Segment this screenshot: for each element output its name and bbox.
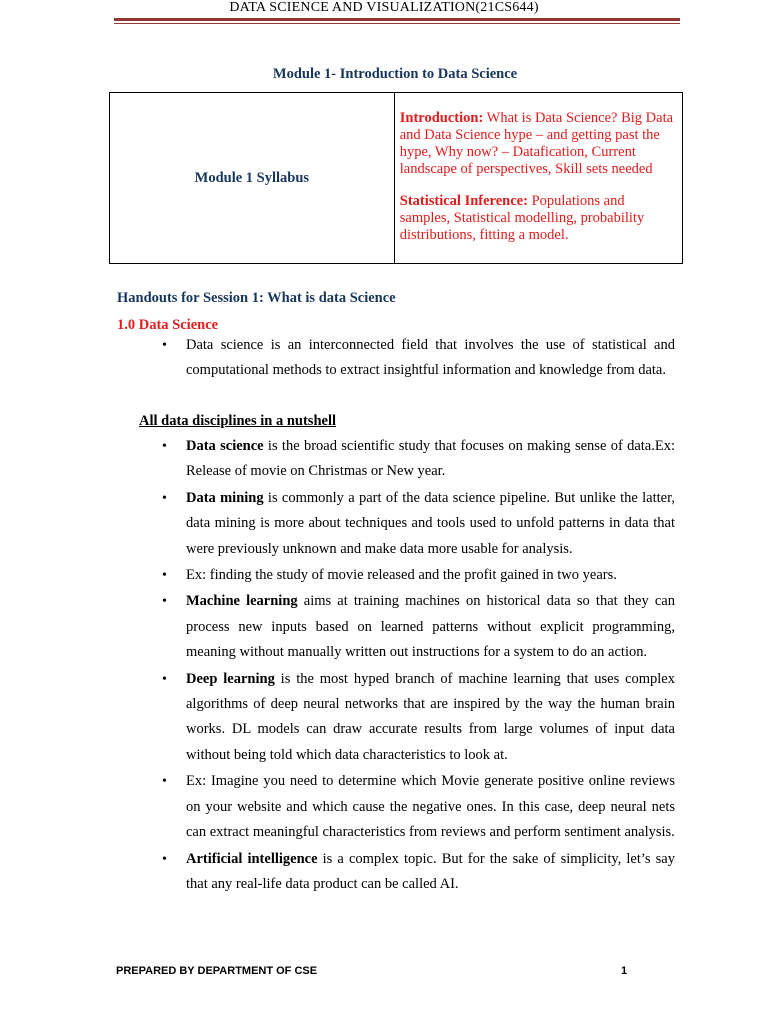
term-text: is a complex topic. But for the sake of simplicity, let’s say that any real-life data product can be called AI. — [186, 850, 675, 892]
section-title: 1.0 Data Science — [117, 317, 219, 333]
module-title: Module 1- Introduction to Data Science — [272, 66, 518, 82]
disciplines-bullet-list — [160, 434, 675, 897]
term-text: Ex: finding the study of movie released and the profit gained in two years. — [186, 567, 617, 584]
list-item: • Data science is an interconnected field that involves the use of statistical and computational methods to extract insightful information and knowledge from data. — [160, 333, 675, 384]
list-item — [160, 434, 675, 485]
footer-department: PREPARED BY DEPARTMENT OF CSE — [116, 965, 318, 977]
syllabus-intro-heading: Introduction: — [399, 110, 484, 127]
list-item — [160, 486, 675, 562]
intro-bullet-list — [160, 333, 675, 384]
list-item — [160, 847, 675, 898]
footer-page-number: 1 — [621, 965, 628, 977]
term-label: Machine learning — [186, 593, 298, 610]
header-rule-thin — [114, 23, 680, 24]
term-text: is the most hyped branch of machine learning that uses complex algorithms of deep neural networks that are inspired by the way the human brain works. DL models can draw accurate results from large volumes of input data without being told which data characteristics to look at. — [186, 670, 675, 763]
syllabus-label: Module 1 Syllabus — [194, 169, 310, 186]
term-text: is commonly a part of the data science pipeline. But unlike the latter, data mining is more about techniques and tools used to unfold patterns in data that were previously unknown and make data more usable for analysis. — [186, 489, 675, 557]
syllabus-content-cell — [394, 93, 682, 264]
syllabus-label-cell — [110, 93, 395, 264]
term-label: Deep learning — [186, 670, 275, 687]
syllabus-stat-text: Populations and samples, Statistical modelling, probability distributions, fitting a model. — [399, 193, 645, 243]
header-rule — [114, 18, 680, 21]
term-label: Artificial intelligence — [186, 850, 318, 867]
list-item — [160, 589, 675, 665]
list-item — [160, 769, 675, 845]
nutshell-heading: All data disciplines in a nutshell — [139, 413, 337, 429]
syllabus-intro-text: What is Data Science? Big Data and Data Science hype – and getting past the hype, Why now? – Datafication, Current landscape of perspectives, Skill sets needed — [399, 110, 674, 177]
list-item — [160, 563, 675, 588]
syllabus-intro — [400, 110, 678, 177]
handouts-title: Handouts for Session 1: What is data Science — [117, 290, 396, 306]
syllabus-table — [109, 92, 683, 264]
syllabus-stat-heading: Statistical Inference: — [399, 193, 528, 210]
running-header: DATA SCIENCE AND VISUALIZATION(21CS644) — [229, 0, 539, 15]
syllabus-stat — [400, 193, 678, 243]
list-item — [160, 667, 675, 769]
term-label: Data mining — [186, 489, 264, 506]
term-text: Ex: Imagine you need to determine which Movie generate positive online reviews on your website and which cause the negative ones. In this case, deep neural nets can extract meaningful characteristics from reviews and perform sentiment analysis. — [186, 773, 675, 841]
term-text: aims at training machines on historical data so that they can process new inputs based on learned patterns without explicit programming, meaning without manually written out instructions for a system to do an action. — [186, 593, 675, 661]
term-text: is the broad scientific study that focuses on making sense of data.Ex: Release of movie on Christmas or New year. — [186, 438, 676, 480]
term-label: Data science — [186, 438, 264, 454]
